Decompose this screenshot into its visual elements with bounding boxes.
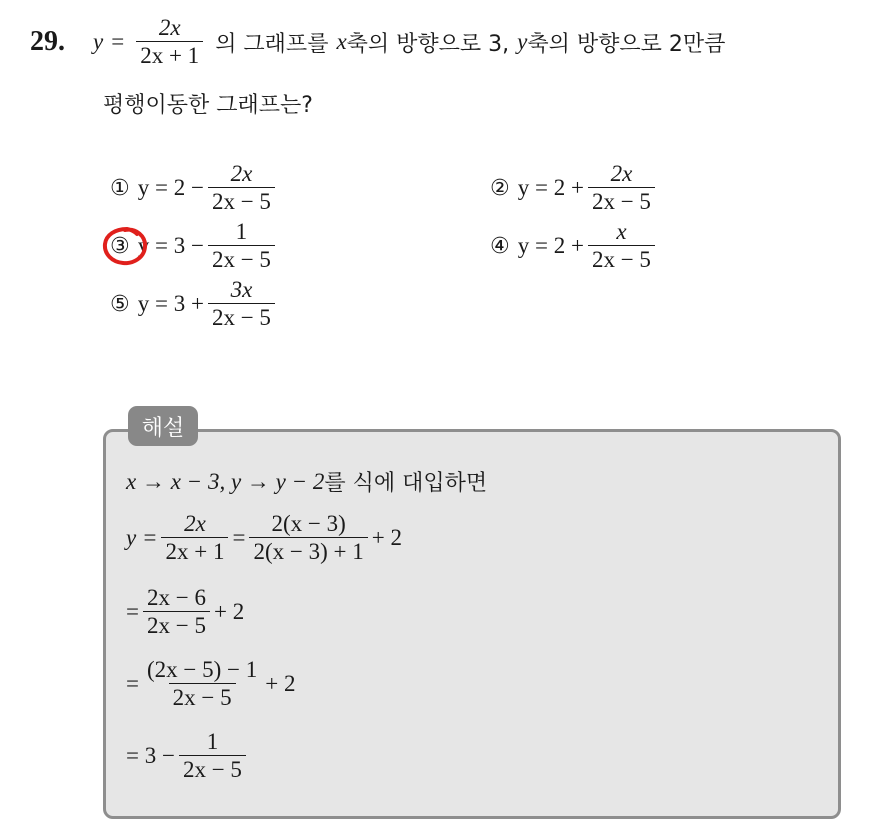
choice-3-denominator: 2x − 5 [208,245,275,272]
question-x-var: x [336,29,347,54]
solution-l3-tail: + 2 [213,599,245,624]
solution-line-1 [126,466,487,497]
choice-4-denominator: 2x − 5 [588,245,655,272]
choice-5-prefix: y = 3 + [137,291,204,316]
question-fraction [136,16,203,68]
question-fraction-denominator: 2x + 1 [136,41,203,68]
question-text-3: 축의 방향으로 2만큼 [527,31,726,57]
solution-l2-fraction-1 [161,512,228,564]
solution-l4-den: 2x − 5 [169,683,236,710]
solution-l2-den-1: 2x + 1 [161,537,228,564]
solution-l5-fraction [179,730,246,782]
choice-5-denominator: 2x − 5 [208,303,275,330]
question-text-1: 의 그래프를 [215,31,329,57]
choice-3-fraction [208,220,275,272]
solution-l2-den-2: 2(x − 3) + 1 [249,537,367,564]
choice-4-fraction [588,220,655,272]
choice-2[interactable] [490,162,659,214]
solution-l5-equals: = 3 − [126,743,175,768]
question-y-var: y [517,29,528,54]
choice-1-fraction [208,162,275,214]
solution-l3-den: 2x − 5 [143,611,210,638]
solution-l2-equals: = [232,525,246,550]
choice-1-mark: ① [110,175,130,201]
solution-l4-equals: = [126,671,139,696]
question-line-2: 평행이동한 그래프는? [103,93,313,118]
choice-2-numerator: 2x [610,161,633,186]
question-lhs: y [93,29,104,54]
question-line-1 [30,16,725,68]
solution-l4-num: (2x − 5) − 1 [146,657,258,682]
solution-l3-equals: = [126,599,139,624]
choice-1-numerator: 2x [230,161,253,186]
question-equals: = [111,29,125,54]
solution-line-1-text: 를 식에 대입하면 [324,471,488,496]
choice-3-prefix: y = 3 − [137,233,204,258]
solution-line-4 [126,658,295,710]
solution-substitution: x → x − 3, y → y − 2 [126,468,325,494]
choice-2-fraction [588,162,655,214]
solution-l2-fraction-2 [249,512,367,564]
solution-l2-num-1: 2x [184,511,206,536]
choice-4-prefix: y = 2 + [517,233,584,258]
choice-2-prefix: y = 2 + [517,175,584,200]
solution-tab: 해설 [128,406,198,446]
choice-3-numerator: 1 [235,219,248,244]
solution-line-2 [126,512,402,564]
solution-l3-fraction [143,586,210,638]
question-fraction-numerator: 2x [158,15,181,40]
solution-l3-num: 2x − 6 [146,585,206,610]
solution-l4-tail: + 2 [265,671,296,696]
choice-1-denominator: 2x − 5 [208,187,275,214]
question-text-2: 축의 방향으로 3, [346,31,510,57]
choice-2-mark: ② [490,175,510,201]
choice-4-numerator: x [616,219,627,244]
solution-l4-fraction [143,658,261,710]
solution-l5-num: 1 [206,729,219,754]
choice-1[interactable] [110,162,279,214]
choice-5[interactable] [110,278,279,330]
answer-mark-circle-icon [100,224,150,268]
solution-l2-tail: + 2 [371,525,402,550]
solution-line-3 [126,586,244,638]
choice-1-prefix: y = 2 − [137,175,204,200]
solution-l5-den: 2x − 5 [179,755,246,782]
choice-5-fraction [208,278,275,330]
choice-3-mark: ③ [110,233,130,259]
choice-4[interactable] [490,220,659,272]
choice-2-denominator: 2x − 5 [588,187,655,214]
solution-line-5 [126,730,250,782]
choice-4-mark: ④ [490,233,510,259]
solution-l2-lhs: y = [126,525,158,550]
question-number: 29. [30,26,65,57]
choice-5-numerator: 3x [230,277,253,302]
choice-5-mark: ⑤ [110,291,130,317]
solution-l2-num-2: 2(x − 3) [271,511,346,536]
